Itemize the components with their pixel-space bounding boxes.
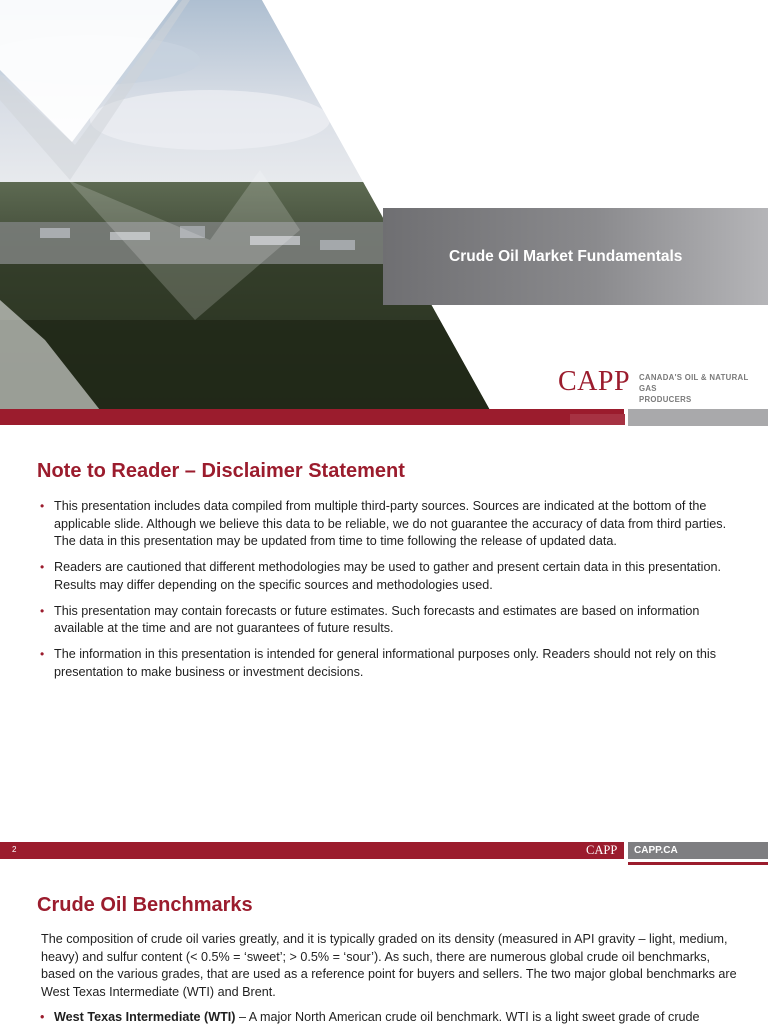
red-accent-block	[570, 414, 625, 425]
title-slide	[0, 0, 768, 426]
disclaimer-heading: Note to Reader – Disclaimer Statement	[37, 460, 405, 482]
bullet-icon: •	[40, 647, 45, 661]
benchmark-term: West Texas Intermediate (WTI)	[54, 1010, 236, 1024]
logo-tagline-line1: CANADA'S OIL & NATURAL GAS	[639, 373, 749, 393]
list-item: • This presentation may contain forecasts or future estimates. Such forecasts and estimates are based on information available at the time and are not guarantees of future results.	[40, 603, 700, 635]
list-item: • The information in this presentation is intended for general informational purposes only. Readers should not rely on this presentation to make business or investment decisions.	[40, 647, 717, 679]
benchmarks-heading: Crude Oil Benchmarks	[37, 894, 253, 916]
footer-url[interactable]: CAPP.CA	[634, 845, 678, 856]
list-item: • This presentation includes data compiled from multiple third-party sources. Sources are indicated at the bottom of the applicable slide. Although we believe this data to be reliable, we do not guarantee the accuracy of data from third parties. The data in this presentation may be updated from time to time following the release of updated data.	[40, 499, 727, 548]
bullet-icon: •	[40, 603, 45, 618]
footer-logo: CAPP	[586, 843, 618, 857]
oil-sands-photo	[0, 0, 768, 410]
disclaimer-list	[38, 498, 738, 690]
logo-tagline-line2: PRODUCERS	[639, 395, 692, 404]
capp-logo	[558, 364, 768, 404]
logo-wordmark: CAPP	[558, 366, 631, 397]
footer-thin-rule	[628, 862, 768, 865]
bullet-icon: •	[40, 1010, 45, 1024]
list-item: • Readers are cautioned that different methodologies may be used to gather and present certain data in this presentation. Results may differ depending on the specific sources and methodologies used.	[40, 560, 721, 592]
bullet-icon: •	[40, 499, 45, 513]
benchmark-description: – A major North American crude oil benchmark. WTI is a light sweet grade of crude	[235, 1010, 700, 1024]
grey-footer-bar	[628, 409, 768, 426]
red-footer-bar	[0, 409, 624, 425]
disclaimer-slide	[0, 436, 768, 860]
logo-tagline	[639, 372, 768, 405]
benchmarks-intro: The composition of crude oil varies greatly, and it is typically graded on its density (measured in API gravity – light, medium, heavy) and sulfur content (< 0.5% = ‘sweet’; > 0.5% = ‘sour’). As such, there are numerous global crude oil benchmarks, based on the various grades, that are used as a reference point for buyers and sellers. The two major global benchmarks are West Texas Intermediate (WTI) and Brent.	[41, 932, 737, 999]
bullet-icon: •	[40, 560, 45, 574]
page-number: 2	[12, 845, 17, 854]
slide-title: Crude Oil Market Fundamentals	[449, 248, 683, 265]
slide-footer-bar	[0, 842, 624, 859]
